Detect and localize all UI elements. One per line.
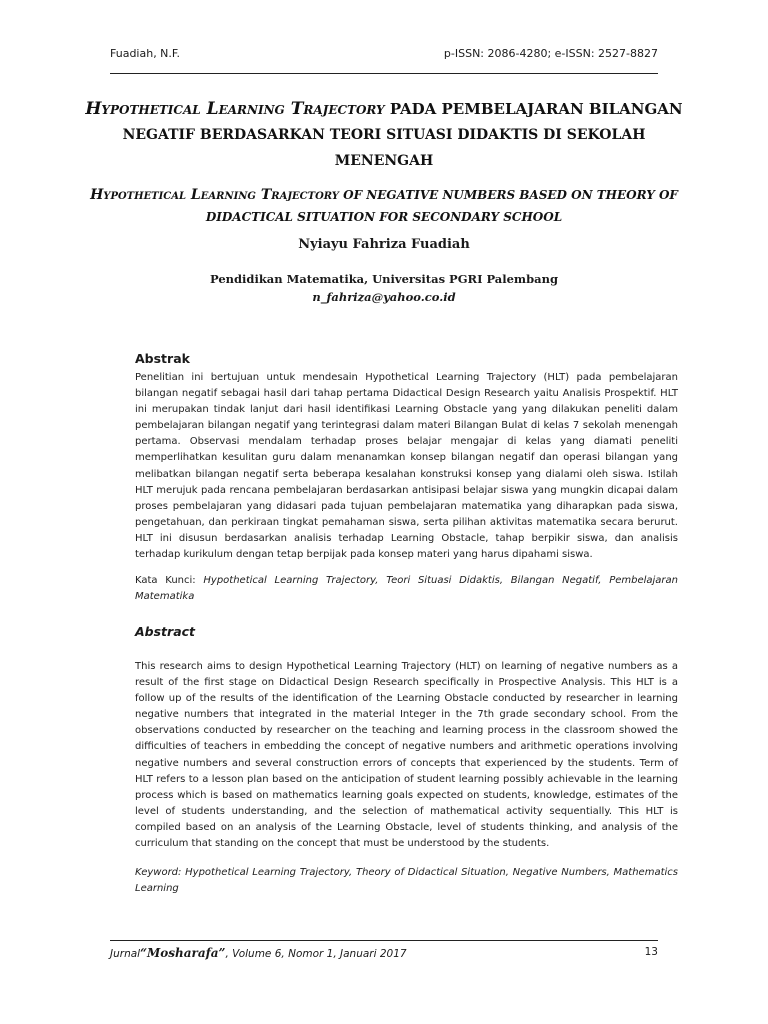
footer-divider	[110, 940, 658, 941]
keyword-values: Hypothetical Learning Trajectory, Theory of Didactical Situation, Negative Numbers, Mathematics Learning	[135, 867, 678, 895]
footer-journal	[110, 946, 407, 960]
subtitle-smallcaps-part: Hypothetical Learning Trajectory	[90, 187, 339, 203]
page-number: 13	[644, 946, 658, 958]
title-rest-part: PADA PEMBELAJARAN BILANGAN	[384, 100, 683, 118]
abstract-heading: Abstract	[135, 624, 196, 639]
title-line-2: NEGATIF BERDASARKAN TEORI SITUASI DIDAKTIS DI SEKOLAH MENENGAH	[122, 127, 646, 169]
abstract-body: This research aims to design Hypothetical Learning Trajectory (HLT) on learning of negative numbers as a result of the first stage on Didactical Design Research specifically in Prospective Analysis. This HLT is a follow up of the results of the identification of the Learning Obstacle conducted by researcher in learning negative numbers that integrated in the material Integer in the 7th grade secondary school. From the observations conducted by researcher on the teaching and learning process in the classroom showed the difficulties of teachers in embedding the concept of negative numbers and arithmetic operations involving negative numbers and several construction errors of concepts that experienced by the students. Term of HLT refers to a lesson plan based on the anticipation of student learning possibly achievable in the learning process which is based on mathematics learning goals expected on students, knowledge, estimates of the level of students understanding, and the selection of mathematical activity sequentially. This HLT is compiled based on an analysis of the Learning Obstacle, level of students thinking, and analysis of the curriculum that standing on the concept that must be understood by the students.	[135, 661, 678, 850]
footer-journal-prefix: Jurnal	[110, 948, 141, 960]
subtitle-line-1	[80, 184, 688, 206]
paper-subtitle-english	[80, 184, 688, 228]
title-italic-part: Hypothetical Learning Trajectory	[85, 99, 385, 119]
kata-kunci-label: Kata Kunci:	[135, 575, 204, 586]
footer-journal-name: “Mosharafa”	[140, 946, 226, 960]
author-email: n_fahriza@yahoo.co.id	[312, 290, 456, 304]
author-name: Nyiayu Fahriza Fuadiah	[298, 237, 470, 252]
keywords	[135, 865, 678, 897]
abstrak-body: Penelitian ini bertujuan untuk mendesain Hypothetical Learning Trajectory (HLT) pada pembelajaran bilangan negatif sebagai hasil dari tahap pertama Didactical Design Research yaitu Analisis Prospektif. HLT ini merupakan tindak lanjut dari hasil identifikasi Learning Obstacle yang yang dilakukan peneliti dalam pembelajaran bilangan negatif yang terintegrasi dalam materi Bilangan Bulat di kelas 7 sekolah menengah pertama. Observasi mendalam terhadap proses belajar mengajar di kelas yang diamati peneliti memperlihatkan kesulitan guru dalam menanamkan konsep bilangan negatif dan operasi bilangan yang melibatkan bilangan negatif serta beberapa kesalahan konstruksi konsep yang dialami oleh siswa. Istilah HLT merujuk pada rencana pembelajaran berdasarkan antisipasi belajar siswa yang mungkin dicapai dalam proses pembelajaran yang didasari pada tujuan pembelajaran matematika yang diharapkan pada siswa, pengetahuan, dan perkiraan tingkat pemahaman siswa, serta pilihan aktivitas matematika secara berurut. HLT ini disusun berdasarkan analisis terhadap Learning Obstacle, tahap berpikir siswa, dan analisis terhadap kurikulum dengan tetap berpijak pada konsep materi yang harus dipahami siswa.	[135, 372, 678, 561]
paper-title	[80, 96, 688, 174]
title-line-1	[80, 96, 688, 122]
footer-issue: , Volume 6, Nomor 1, Januari 2017	[225, 948, 407, 960]
author-affiliation-block	[80, 270, 688, 306]
kata-kunci	[135, 573, 678, 605]
abstrak-heading: Abstrak	[135, 351, 190, 366]
kata-kunci-values: Hypothetical Learning Trajectory, Teori Situasi Didaktis, Bilangan Negatif, Pembelajaran Matematika	[135, 575, 679, 603]
author-affiliation: Pendidikan Matematika, Universitas PGRI Palembang	[209, 272, 558, 286]
keyword-label: Keyword:	[135, 867, 186, 878]
running-footer	[110, 946, 658, 966]
header-divider	[110, 73, 658, 74]
header-issn: p-ISSN: 2086-4280; e-ISSN: 2527-8827	[443, 47, 658, 60]
subtitle-line-2: DIDACTICAL SITUATION FOR SECONDARY SCHOOL	[205, 210, 563, 224]
running-header	[110, 47, 658, 67]
header-author: Fuadiah, N.F.	[110, 47, 180, 60]
subtitle-rest-part: OF NEGATIVE NUMBERS BASED ON THEORY OF	[338, 188, 678, 202]
